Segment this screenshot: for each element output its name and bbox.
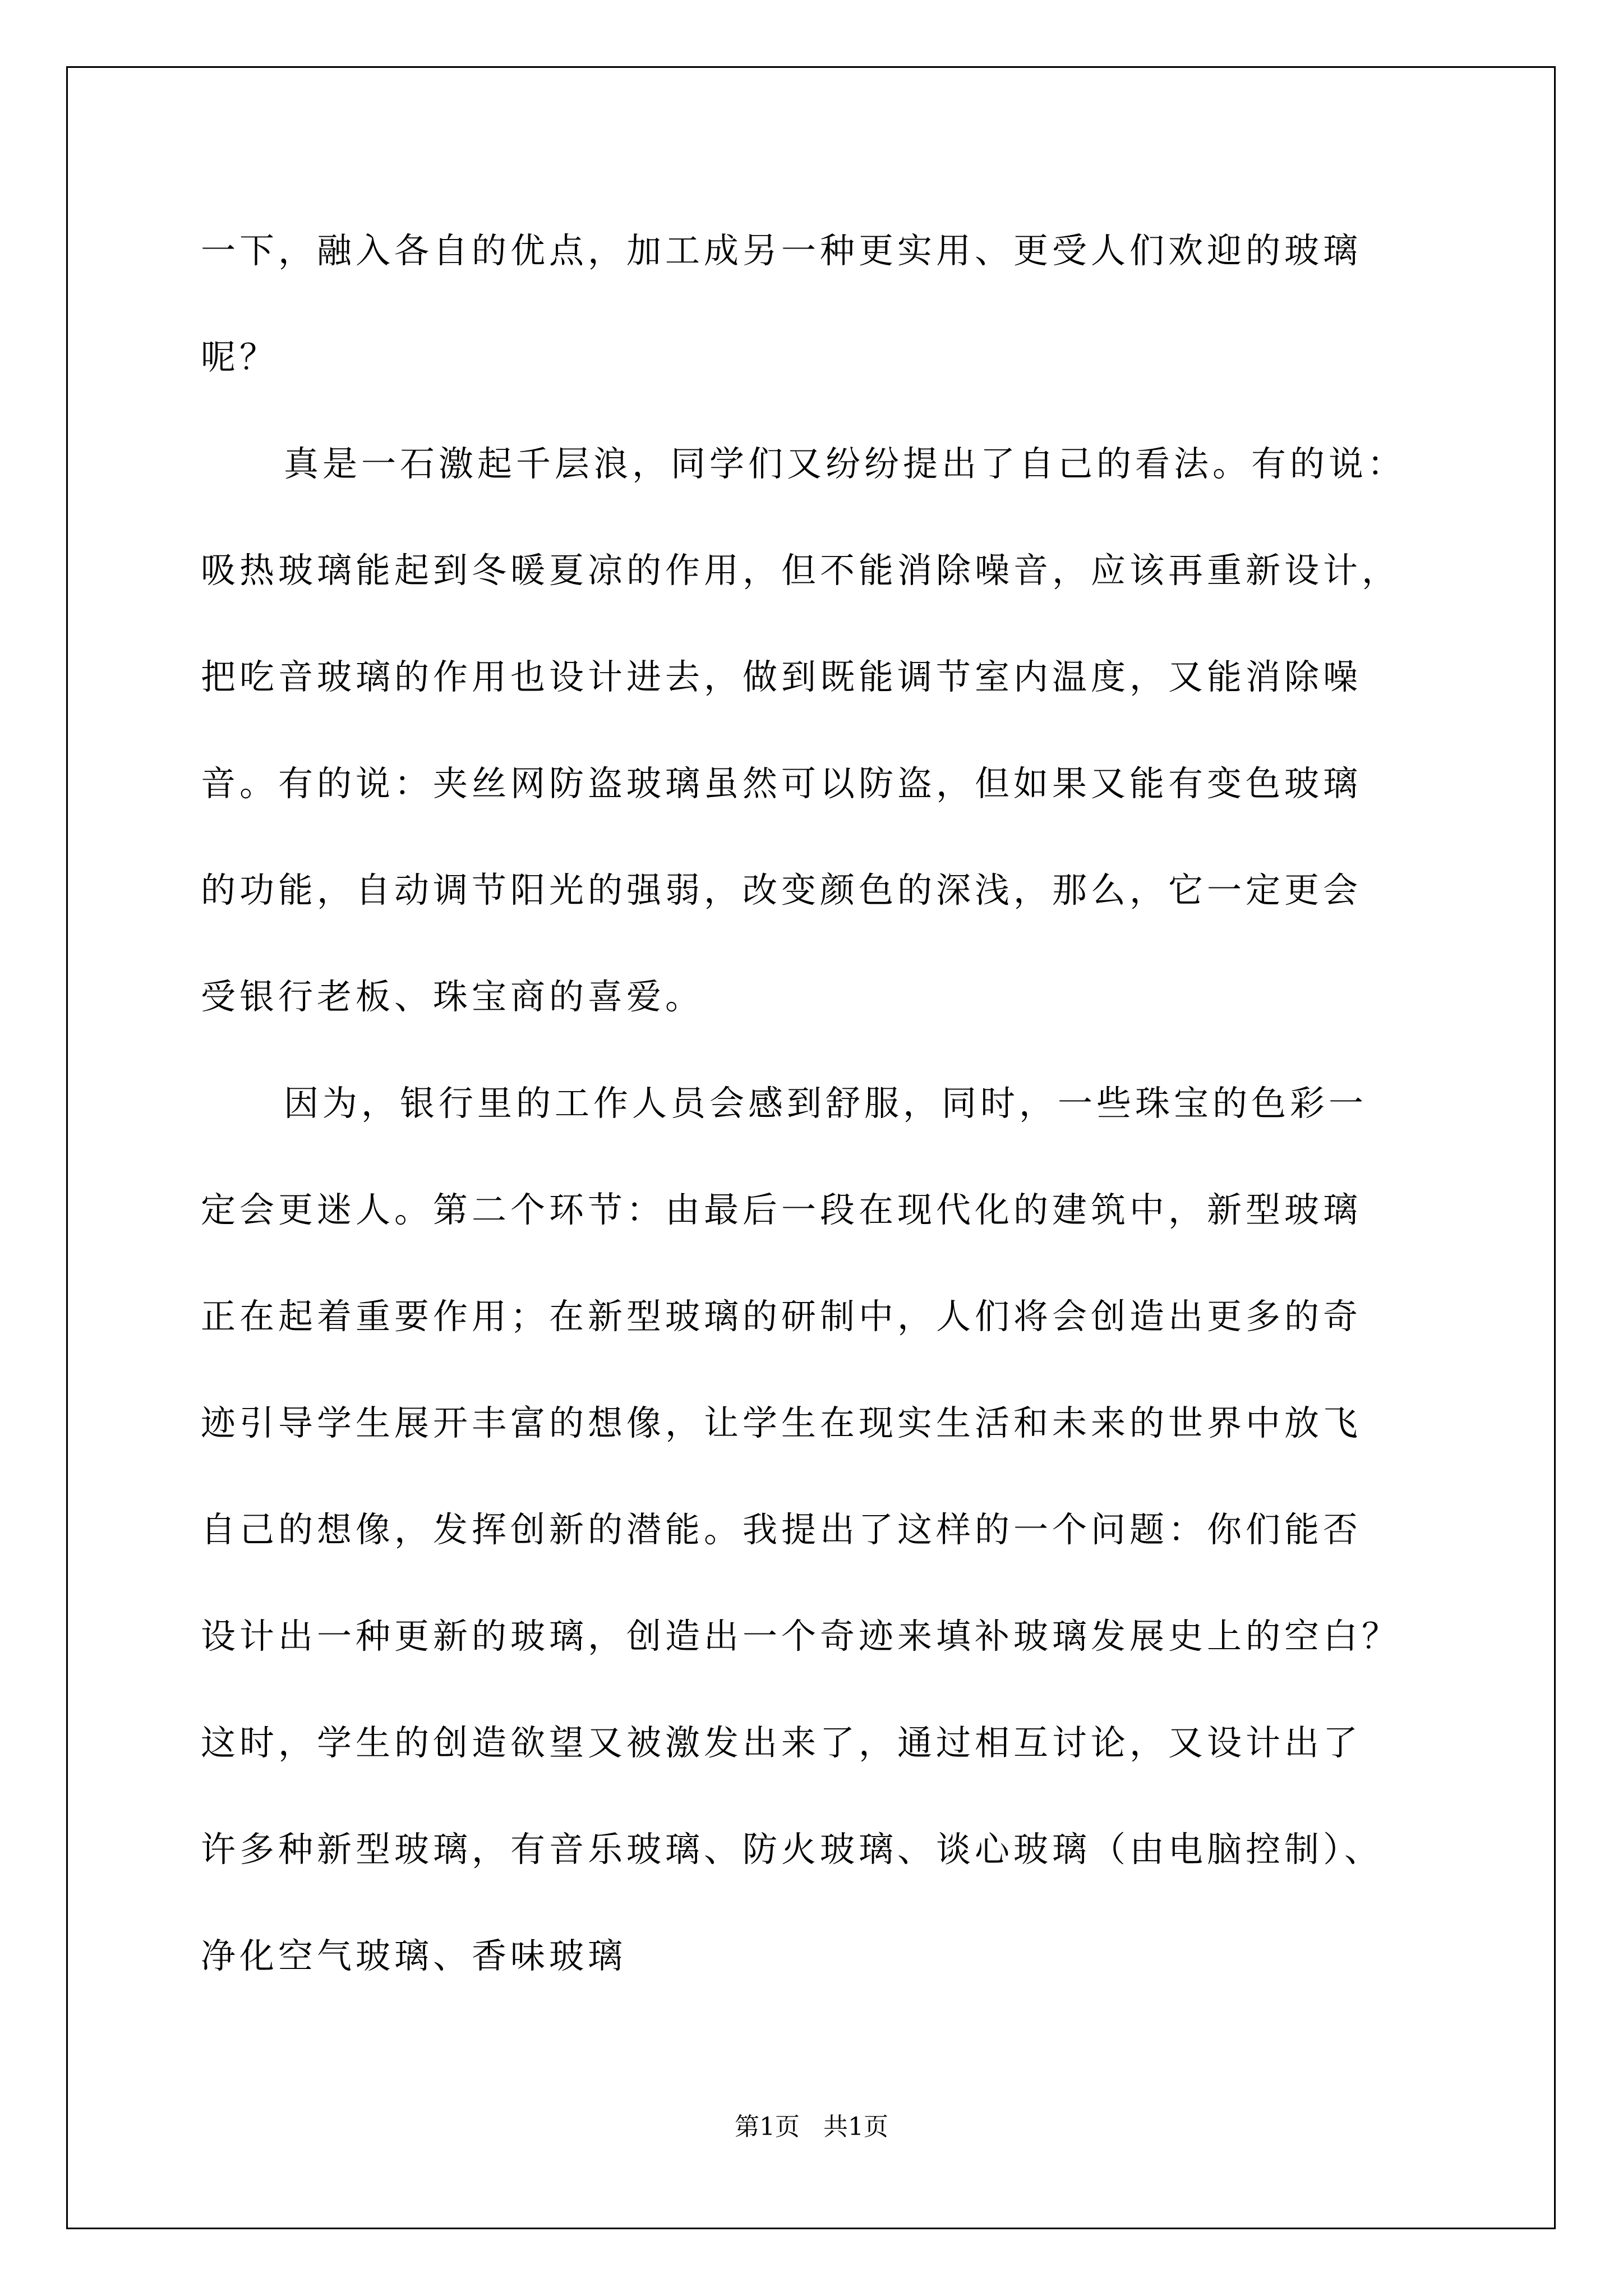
text-line-13: 自己的想像，发挥创新的潜能。我提出了这样的一个问题：你们能否: [201, 1509, 1362, 1550]
text-line-2: 呢？: [201, 337, 279, 378]
text-line-7: 的功能，自动调节阳光的强弱，改变颜色的深浅，那么，它一定更会: [201, 869, 1362, 910]
text-line-5: 把吃音玻璃的作用也设计进去，做到既能调节室内温度，又能消除噪: [201, 656, 1362, 697]
text-line-3: 真是一石激起千层浪，同学们又纷纷提出了自己的看法。有的说：: [284, 443, 1407, 484]
text-line-4: 吸热玻璃能起到冬暖夏凉的作用，但不能消除噪音，应该再重新设计，: [201, 550, 1401, 591]
page-number: 第1页: [735, 2113, 800, 2141]
text-line-11: 正在起着重要作用；在新型玻璃的研制中，人们将会创造出更多的奇: [201, 1296, 1362, 1337]
text-line-8: 受银行老板、珠宝商的喜爱。: [201, 976, 704, 1017]
document-body: [201, 220, 1441, 2032]
text-line-6: 音。有的说：夹丝网防盗玻璃虽然可以防盗，但如果又能有变色玻璃: [201, 763, 1362, 804]
text-line-10: 定会更迷人。第二个环节：由最后一段在现代化的建筑中，新型玻璃: [201, 1189, 1362, 1230]
text-line-16: 许多种新型玻璃，有音乐玻璃、防火玻璃、谈心玻璃（由电脑控制）、: [201, 1829, 1384, 1870]
page-footer: [0, 2106, 1623, 2142]
text-line-14: 设计出一种更新的玻璃，创造出一个奇迹来填补玻璃发展史上的空白？: [201, 1616, 1401, 1657]
text-line-1: 一下，融入各自的优点，加工成另一种更实用、更受人们欢迎的玻璃: [201, 230, 1362, 271]
total-pages: 共1页: [823, 2113, 888, 2141]
text-line-17: 净化空气玻璃、香味玻璃: [201, 1935, 627, 1976]
text-line-12: 迹引导学生展开丰富的想像，让学生在现实生活和未来的世界中放飞: [201, 1402, 1362, 1443]
text-line-9: 因为，银行里的工作人员会感到舒服，同时，一些珠宝的色彩一: [284, 1083, 1368, 1124]
text-line-15: 这时，学生的创造欲望又被激发出来了，通过相互讨论，又设计出了: [201, 1722, 1362, 1763]
